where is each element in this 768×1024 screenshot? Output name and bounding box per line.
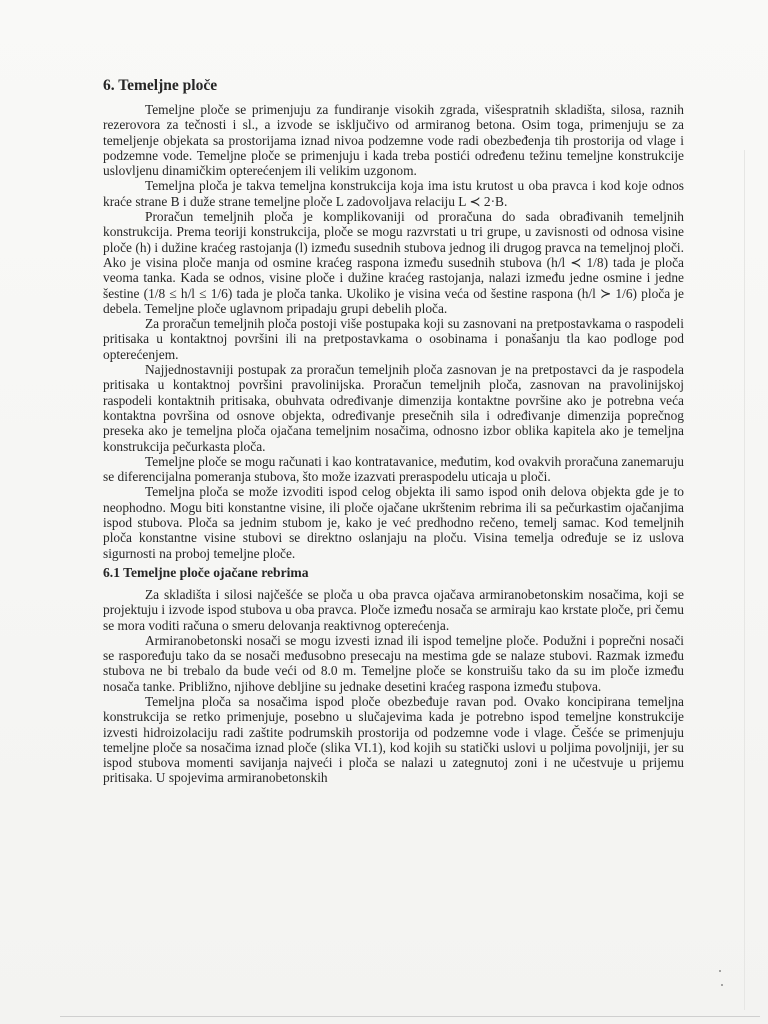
paragraph: Najjednostavniji postupak za proračun temeljnih ploča zasnovan je na pretpostavci da je raspodela pritisaka u kontaktnoj površini pravolinijska. Proračun temeljnih ploča, zasnovan na pravolinijskoj raspodeli kontaktnih pritisaka, obuhvata određivanje dimenzija kontaktne površine ako je potrebna veća kontaktna površina od osnove objekta, određivanje presečnih sila i određivanje dimenzija poprečnog preseka ako je temeljna ploča ojačana temeljnim nosačima, odnosno izbor oblika kapitela ako je temeljna konstrukcija pečurkasta ploča. <box>103 362 684 454</box>
paragraph: Temeljna ploča je takva temeljna konstrukcija koja ima istu krutost u oba pravca i kod koje odnos kraće strane B i duže strane temeljne ploče L zadovoljava relaciju L ≺ 2·B. <box>103 178 684 209</box>
paragraph: Za proračun temeljnih ploča postoji više postupaka koji su zasnovani na pretpostavkama o raspodeli pritisaka u kontaktnoj površini ili na pretpostavkama o osobinama i ponašanju tla kao podloge pod opterećenjem. <box>103 316 684 362</box>
scan-bottom-line <box>60 1016 760 1017</box>
paragraph: Temeljna ploča sa nosačima ispod ploče obezbeđuje ravan pod. Ovako koncipirana temeljna konstrukcija se retko primenjuje, posebno u slučajevima kada je potrebno ispod temeljne konstrukcije izvesti hidroizolaciju radi zaštite podrumskih prostorija od podzemne vode i vlage. Češće se primenjuju temeljne ploče sa nosačima iznad ploče (slika VI.1), kod kojih su statički uslovi u poljima povoljniji, jer su ispod stubova momenti savijanja najveći i ploča se nalazi u zategnutoj zoni i ne učestvuje u prijemu pritisaka. U spojevima armiranobetonskih <box>103 693 684 786</box>
paragraph: Armiranobetonski nosači se mogu izvesti iznad ili ispod temeljne ploče. Podužni i poprečni nosači se raspoređuju tako da se nosači međusobno presecaju na mestima gde se nalaze stubovi. Razmak između stubova ne bi trebalo da bude veći od 8.0 m. Temeljne ploče se konstruišu tako da su im ploče između nosača tanke. Približno, njihove debljine su jednake desetini kraćeg raspona između stubova. <box>103 632 684 694</box>
paragraph: Za skladišta i silosi najčešće se ploča u oba pravca ojačava armiranobetonskim nosačima, koji se projektuju i izvode ispod stubova u oba pravca. Ploče između nosača se armiraju kao krstate ploče, pri čemu se mora voditi računa o smeru delovanja reaktivnog opterećenja. <box>103 586 684 633</box>
subsection-heading: 6.1 Temeljne ploče ojačane rebrima <box>103 564 309 580</box>
scan-speck <box>721 984 723 986</box>
paragraph: Temeljna ploča se može izvoditi ispod celog objekta ili samo ispod onih delova objekta gde je to neophodno. Mogu biti konstantne visine, ili ploče ojačane ukrštenim rebrima ili sa pečurkastim ojačanjima ispod stubova. Ploča sa jednim stubom je, kako je već predhodno rečeno, temelj samac. Kod temeljnih ploča konstantne visine stubovi se direktno oslanjaju na ploču. Visina temelja određuje se iz uslova sigurnosti na proboj temeljne ploče. <box>103 484 684 561</box>
scan-speck <box>719 970 721 972</box>
section-heading: 6. Temeljne ploče <box>103 77 218 94</box>
paragraph: Temeljne ploče se mogu računati i kao kontratavanice, međutim, kod ovakvih proračuna zanemaruju se diferencijalna pomeranja stubova, što može izazvati preraspodelu uticaja u ploči. <box>103 453 684 485</box>
scan-edge-shadow <box>744 150 745 1010</box>
document-body <box>103 77 684 786</box>
paragraph: Proračun temeljnih ploča je komplikovaniji od proračuna do sada obrađivanih temeljnih konstrukcija. Prema teoriji konstrukcija, ploče se mogu razvrstati u tri grupe, u zavisnosti od odnosa visine ploče (h) i dužine kraćeg rastojanja (l) između susednih stubova jednog ili drugog pravca na temeljnoj ploči. Ako je visina ploče manja od osmine kraćeg raspona između susednih stubova (h/l ≺ 1/8) tada je ploča veoma tanka. Kada se odnos, visine ploče i dužine kraćeg rastojanja, nalazi između jedne osmine i jedne šestine (1/8 ≤ h/l ≤ 1/6) tada je ploča tanka. Ukoliko je visina veća od šestine raspona (h/l ≻ 1/6) ploča je debela. Temeljne ploče uglavnom pripadaju grupi debelih ploča. <box>103 209 684 316</box>
paragraph: Temeljne ploče se primenjuju za fundiranje visokih zgrada, višespratnih skladišta, silosa, raznih rezerovora za tečnosti i sl., a izvode se isključivo od armiranog betona. Osim toga, primenjuju se za temeljenje objekata sa prostorijama iznad nivoa podzemne vode radi obezbeđenja tih prostorija od vlage i podzemne vode. Temeljne ploče se primenjuju i kada treba postići određenu težinu temeljne konstrukcije uslovljenu dinamičkim opterećenjem ili velikim uzgonom. <box>103 102 684 179</box>
